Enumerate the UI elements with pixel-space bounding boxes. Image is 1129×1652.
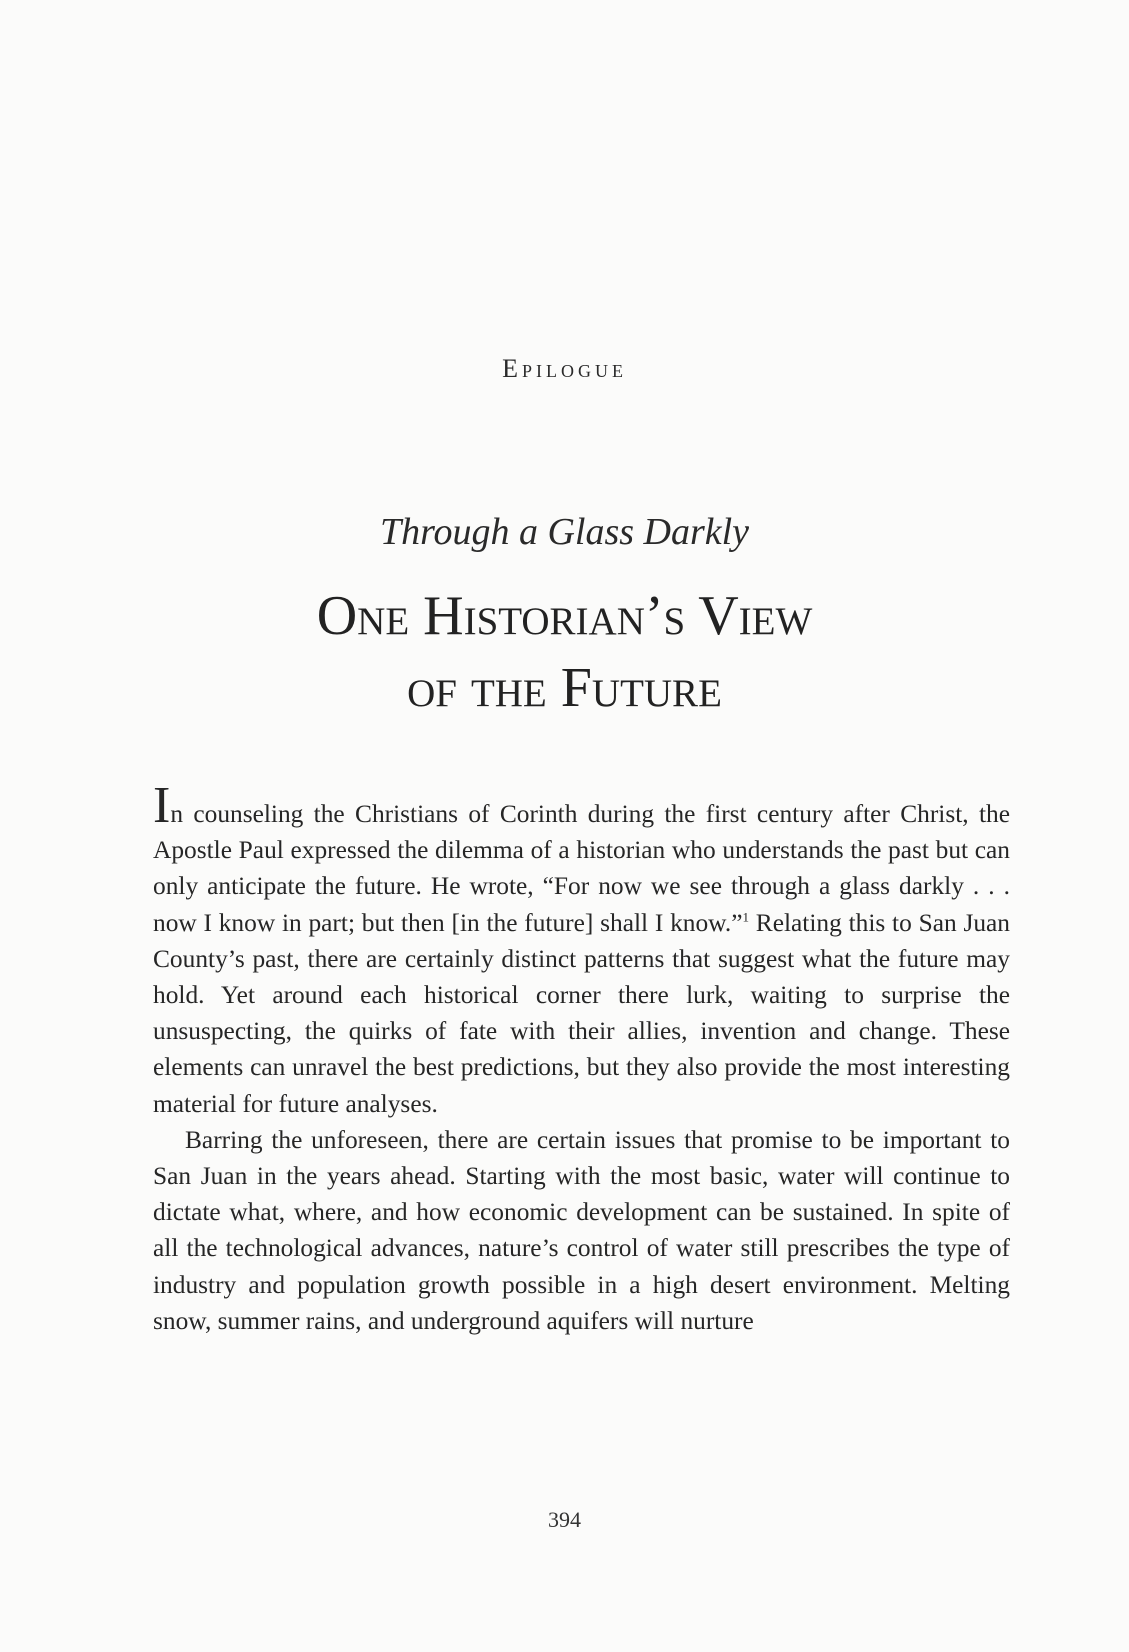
chapter-kicker: Epilogue (502, 354, 627, 383)
drop-cap: I (153, 777, 171, 834)
body-text (153, 777, 1010, 1339)
chapter-title-line-1: One Historian’s View (316, 585, 813, 647)
chapter-title-line-2: of the Future (407, 657, 722, 719)
paragraph-2: Barring the unforeseen, there are certain issues that promise to be important to San Juan in the years ahead. Starting with the most basic, water will continue to dictate what, where, and how economic development can be sustained. In spite of all the technological advances, nature’s control of water still prescribes the type of industry and population growth possible in a high desert environment. Melting snow, summer rains, and underground aquifers will nurture (153, 1125, 1010, 1335)
paragraph-1-text-b: Relating this to San Juan County’s past, there are certainly distinct patterns that suggest what the future may hold. Yet around each historical corner there lurk, waiting to surprise the unsuspecting, the quirks of fate with their allies, invention and change. These elements can unravel the best predictions, but they also provide the most interesting material for future analyses. (153, 908, 1010, 1118)
chapter-title (150, 580, 979, 724)
chapter-subtitle: Through a Glass Darkly (379, 511, 750, 553)
footnote-marker: 1 (742, 909, 749, 925)
paragraph-1 (153, 777, 1010, 1122)
paragraph-1-text-a: n counseling the Christians of Corinth during the first century after Christ, the Apostle Paul expressed the dilemma of a historian who understands the past but can only anticipate the future. He wrote, “For now we see through a glass darkly . . . now I know in part; but then [in the future] shall I know.” (153, 800, 1010, 937)
page-number: 394 (548, 1507, 581, 1532)
